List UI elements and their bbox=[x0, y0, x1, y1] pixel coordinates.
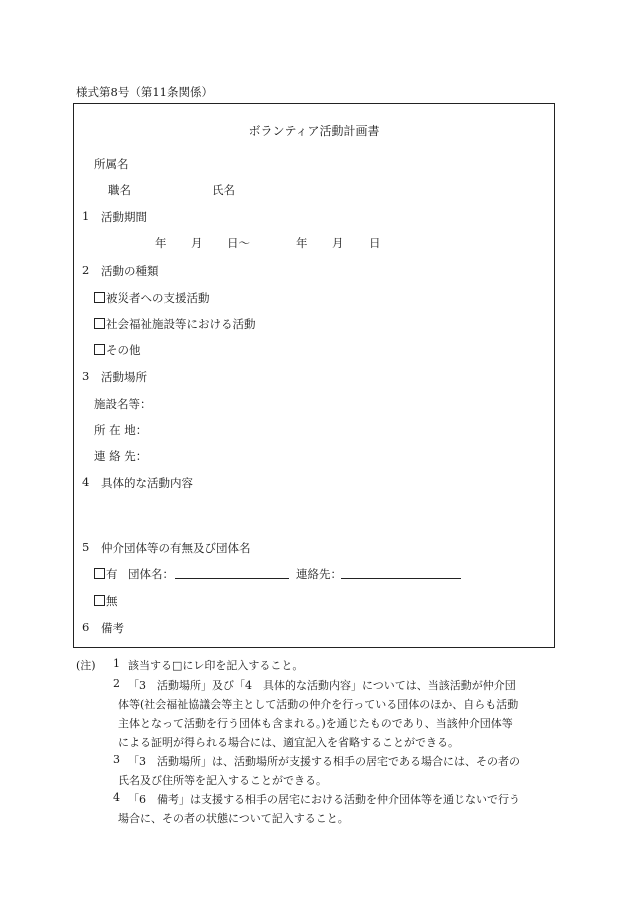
org-contact-label: 連絡先： bbox=[296, 567, 342, 581]
form-title: ボランティア活動計画書 bbox=[248, 124, 380, 138]
address-field: 所 在 地： bbox=[94, 423, 148, 437]
section-1-label: 活動期間 bbox=[101, 210, 147, 224]
period-day-from: 日～ bbox=[227, 236, 250, 250]
form-number-label: 様式第8号（第11条関係） bbox=[76, 85, 213, 99]
section-4-number: 4 bbox=[82, 475, 90, 489]
name-label: 氏名 bbox=[212, 183, 235, 197]
checkbox[interactable] bbox=[94, 292, 105, 303]
checkbox[interactable] bbox=[94, 344, 105, 355]
section-5-number: 5 bbox=[82, 540, 90, 554]
org-option-yes[interactable]: 有 bbox=[94, 566, 118, 582]
affiliation-label: 所属名 bbox=[94, 157, 129, 171]
job-title-label: 職名 bbox=[108, 183, 131, 197]
type-option-other[interactable]: その他 bbox=[94, 342, 141, 358]
section-3-number: 3 bbox=[82, 369, 90, 383]
section-6-label: 備考 bbox=[101, 621, 124, 635]
note-2-line-2: 体等(社会福祉協議会等主として活動の仲介を行っている団体のほか、自らも活動 bbox=[118, 698, 519, 711]
note-2-line-3: 主体となって活動を行う団体も含まれる。)を通じたものであり、当該仲介団体等 bbox=[118, 717, 513, 730]
period-day-to: 日 bbox=[369, 236, 381, 250]
type-option-welfare[interactable]: 社会福祉施設等における活動 bbox=[94, 316, 256, 332]
facility-name-field: 施設名等： bbox=[94, 397, 152, 411]
note-4-line-2: 場合に、その者の状態について記入すること。 bbox=[118, 812, 349, 825]
notes-prefix: (注) bbox=[76, 659, 96, 672]
period-month-to: 月 bbox=[332, 236, 344, 250]
period-year-to: 年 bbox=[296, 236, 308, 250]
note-2-number: 2 bbox=[113, 677, 120, 690]
org-option-no[interactable]: 無 bbox=[94, 593, 118, 609]
note-1-text: 該当する□にレ印を記入すること。 bbox=[128, 659, 304, 672]
type-option-disaster[interactable]: 被災者への支援活動 bbox=[94, 290, 210, 306]
note-4-line-1: 「6 備考」は支援する相手の居宅における活動を仲介団体等を通じないで行う bbox=[128, 793, 520, 806]
period-year-from: 年 bbox=[155, 236, 167, 250]
period-month-from: 月 bbox=[191, 236, 203, 250]
checkbox[interactable] bbox=[94, 595, 105, 606]
section-2-label: 活動の種類 bbox=[101, 264, 159, 278]
note-3-line-2: 氏名及び住所等を記入することができる。 bbox=[118, 774, 327, 787]
contact-field: 連 絡 先： bbox=[94, 449, 148, 463]
note-3-number: 3 bbox=[113, 753, 120, 766]
section-3-label: 活動場所 bbox=[101, 370, 147, 384]
note-4-number: 4 bbox=[113, 791, 120, 804]
section-1-number: 1 bbox=[82, 209, 90, 223]
checkbox[interactable] bbox=[94, 568, 105, 579]
section-6-number: 6 bbox=[82, 620, 90, 634]
section-2-number: 2 bbox=[82, 263, 90, 277]
checkbox[interactable] bbox=[94, 318, 105, 329]
note-3-line-1: 「3 活動場所」は、活動場所が支援する相手の居宅である場合には、その者の bbox=[128, 755, 520, 768]
section-4-label: 具体的な活動内容 bbox=[101, 476, 193, 490]
section-5-label: 仲介団体等の有無及び団体名 bbox=[101, 541, 251, 555]
note-2-line-1: 「3 活動場所」及び「4 具体的な活動内容」については、当該活動が仲介団 bbox=[128, 679, 516, 692]
org-name-label: 団体名： bbox=[128, 567, 174, 581]
org-name-underline bbox=[175, 578, 289, 579]
note-1-number: 1 bbox=[113, 657, 120, 670]
note-2-line-4: による証明が得られる場合には、適宜記入を省略することができる。 bbox=[118, 736, 459, 749]
org-contact-underline bbox=[341, 578, 461, 579]
